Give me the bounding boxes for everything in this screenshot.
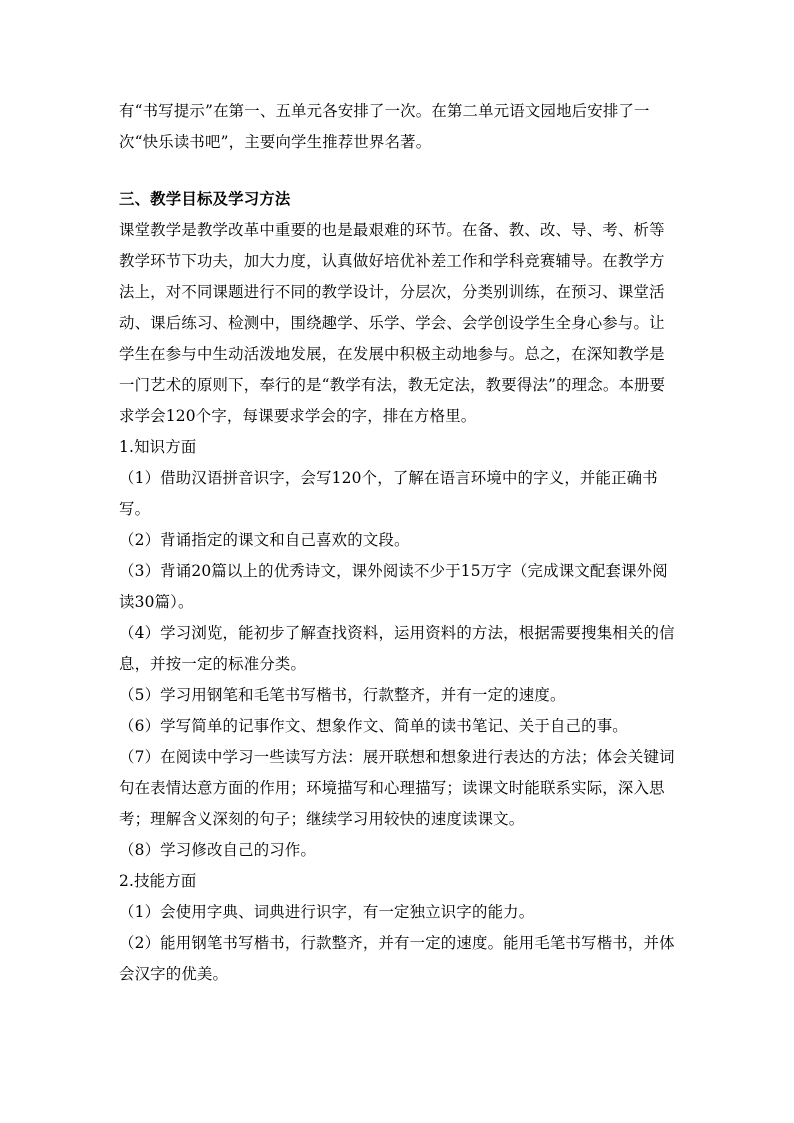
list-item: （8）学习修改自己的习作。 bbox=[119, 841, 317, 859]
list-item: （5）学习用钢笔和毛笔书写楷书，行款整齐，并有一定的速度。 bbox=[119, 686, 566, 704]
list-item: （2）能用钢笔书写楷书，行款整齐，并有一定的速度。能用毛笔书写楷书，并体会汉字的优美。 bbox=[119, 934, 675, 983]
list-item: （6）学写简单的记事作文、想象作文、简单的读书笔记、关于自己的事。 bbox=[119, 717, 628, 735]
list-item: （3）背诵20篇以上的优秀诗文，课外阅读不少于15万字（完成课文配套课外阅读30篇）。 bbox=[119, 562, 668, 611]
list-item: （2）背诵指定的课文和自己喜欢的文段。 bbox=[119, 531, 410, 549]
subsection-heading-knowledge: 1.知识方面 bbox=[119, 438, 197, 456]
list-item: （1）借助汉语拼音识字，会写120个，了解在语言环境中的字义，并能正确书写。 bbox=[119, 469, 658, 518]
body-paragraph: 课堂教学是教学改革中重要的也是最艰难的环节。在备、教、改、导、考、析等教学环节下功夫，加大力度，认真做好培优补差工作和学科竞赛辅导。在教学方法上，对不同课题进行不同的教学设计，分层次，分类别训练，在预习、课堂活动、课后练习、检测中，围绕趣学、乐学、学会、会学创设学生全身心参与。让学生在参与中生动活泼地发展，在发展中积极主动地参与。总之，在深知教学是一门艺术的原则下，奉行的是“教学有法，教无定法，教要得法”的理念。本册要求学会120个字，每课要求学会的字，排在方格里。 bbox=[119, 221, 666, 425]
section-heading: 三、教学目标及学习方法 bbox=[119, 190, 291, 208]
document-body bbox=[119, 96, 677, 990]
list-item: （4）学习浏览，能初步了解查找资料，运用资料的方法，根据需要搜集相关的信息，并按一定的标准分类。 bbox=[119, 624, 675, 673]
section-gap bbox=[119, 158, 677, 184]
intro-paragraph: 有“书写提示”在第一、五单元各安排了一次。在第二单元语文园地后安排了一次“快乐读书吧”，主要向学生推荐世界名著。 bbox=[119, 102, 650, 151]
list-item: （7）在阅读中学习一些读写方法：展开联想和想象进行表达的方法；体会关键词句在表情达意方面的作用；环境描写和心理描写；读课文时能联系实际，深入思考；理解含义深刻的句子；继续学习用较快的速度读课文。 bbox=[119, 748, 675, 828]
subsection-heading-skills: 2.技能方面 bbox=[119, 872, 197, 890]
list-item: （1）会使用字典、词典进行识字，有一定独立识字的能力。 bbox=[119, 903, 535, 921]
